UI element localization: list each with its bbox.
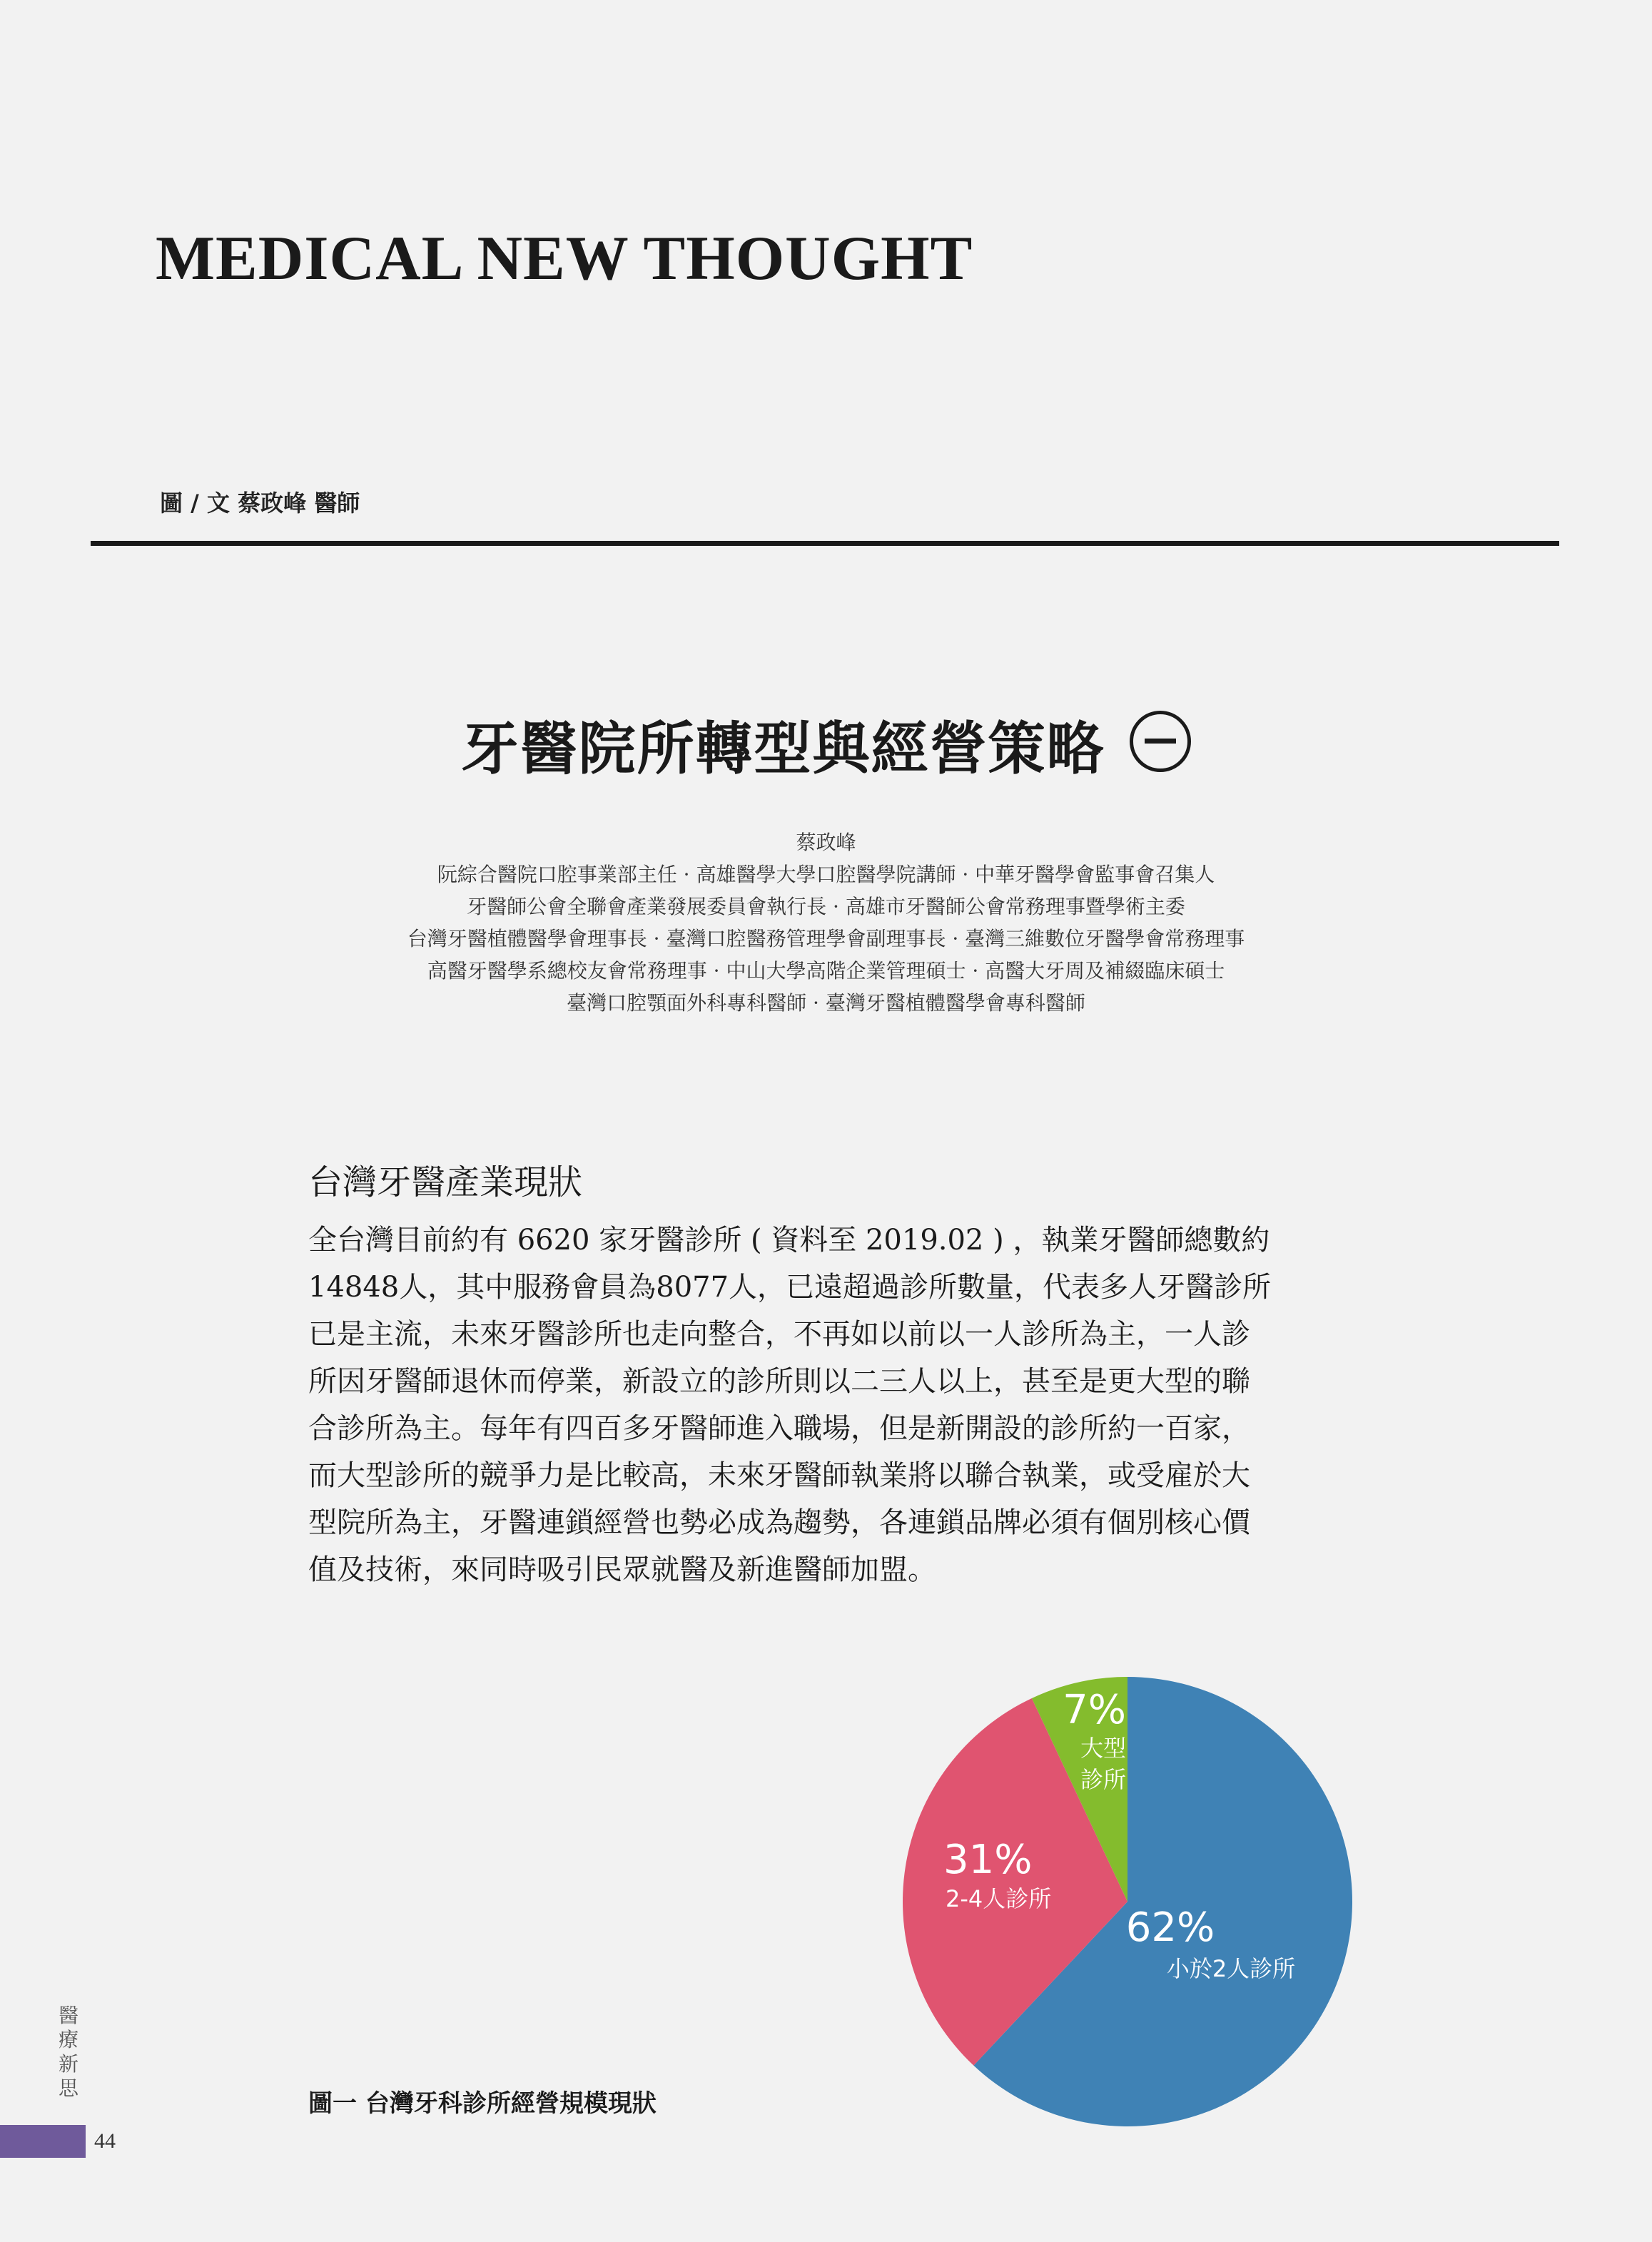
pie-category-label-small: 小於2人診所 xyxy=(1166,1955,1296,1982)
body-line: 而大型診所的競爭力是比較高，未來牙醫師執業將以聯合執業，或受雇於大 xyxy=(308,1459,1250,1492)
author-credential-line: 高醫牙醫學系總校友會常務理事 · 中山大學高階企業管理碩士 · 高醫大牙周及補綴臨床碩士 xyxy=(427,959,1225,983)
section-heading: 台灣牙醫產業現狀 xyxy=(308,1162,583,1202)
side-label-char: 新 xyxy=(58,2052,78,2076)
header-rule xyxy=(91,541,1559,546)
author-credential-line: 牙醫師公會全聯會產業發展委員會執行長 · 高雄市牙醫師公會常務理事暨學術主委 xyxy=(467,895,1185,918)
body-paragraph xyxy=(308,1217,1343,1593)
byline: 圖 / 文 蔡政峰 醫師 xyxy=(160,490,360,517)
author-credential-line: 臺灣口腔顎面外科專科醫師 · 臺灣牙醫植體醫學會專科醫師 xyxy=(567,991,1085,1015)
circled-number-one-icon xyxy=(1130,711,1191,772)
body-line: 全台灣目前約有 6620 家牙醫診所 ( 資料至 2019.02 ) ，執業牙醫師總數約 xyxy=(308,1224,1270,1257)
author-credential-line: 台灣牙醫植體醫學會理事長 · 臺灣口腔醫務管理學會副理事長 · 臺灣三維數位牙醫學會常務理事 xyxy=(407,927,1245,950)
body-line: 值及技術，來同時吸引民眾就醫及新進醫師加盟。 xyxy=(308,1553,936,1586)
masthead: MEDICAL NEW THOUGHT xyxy=(156,224,973,293)
pie-category-label-large-line2: 診所 xyxy=(1080,1766,1126,1793)
body-line: 型院所為主，牙醫連鎖經營也勢必成為趨勢，各連鎖品牌必須有個別核心價 xyxy=(308,1506,1250,1539)
author-credential-line: 阮綜合醫院口腔事業部主任 · 高雄醫學大學口腔醫學院講師 · 中華牙醫學會監事會召集人 xyxy=(437,863,1215,886)
side-label-char: 思 xyxy=(58,2076,78,2100)
side-label xyxy=(54,2004,83,2101)
pie-category-label-medium: 2-4人診所 xyxy=(946,1885,1052,1912)
article-title-block xyxy=(0,703,1652,785)
page-number: 44 xyxy=(94,2129,116,2153)
body-line: 所因牙醫師退休而停業，新設立的診所則以二三人以上，甚至是更大型的聯 xyxy=(308,1365,1250,1398)
author-name: 蔡政峰 xyxy=(796,831,856,854)
page-accent-bar xyxy=(0,2125,86,2158)
author-block xyxy=(0,826,1652,1019)
pie-value-label-large: 7% xyxy=(1063,1687,1126,1733)
pie-chart xyxy=(896,1673,1359,2130)
figure-caption: 圖一 台灣牙科診所經營規模現狀 xyxy=(308,2089,657,2118)
pie-category-label-large-line1: 大型 xyxy=(1080,1735,1126,1762)
body-line: 合診所為主。每年有四百多牙醫師進入職場，但是新開設的診所約一百家， xyxy=(308,1412,1250,1445)
body-line: 已是主流，未來牙醫診所也走向整合，不再如以前以一人診所為主，一人診 xyxy=(308,1318,1250,1351)
pie-value-label-medium: 31% xyxy=(943,1837,1033,1883)
side-label-char: 療 xyxy=(58,2028,78,2051)
body-line: 14848人，其中服務會員為8077人，已遠超過診所數量，代表多人牙醫診所 xyxy=(308,1271,1272,1304)
side-label-char: 醫 xyxy=(58,2004,78,2027)
pie-value-label-small: 62% xyxy=(1125,1904,1215,1951)
article-title: 牙醫院所轉型與經營策略 xyxy=(461,715,1105,782)
